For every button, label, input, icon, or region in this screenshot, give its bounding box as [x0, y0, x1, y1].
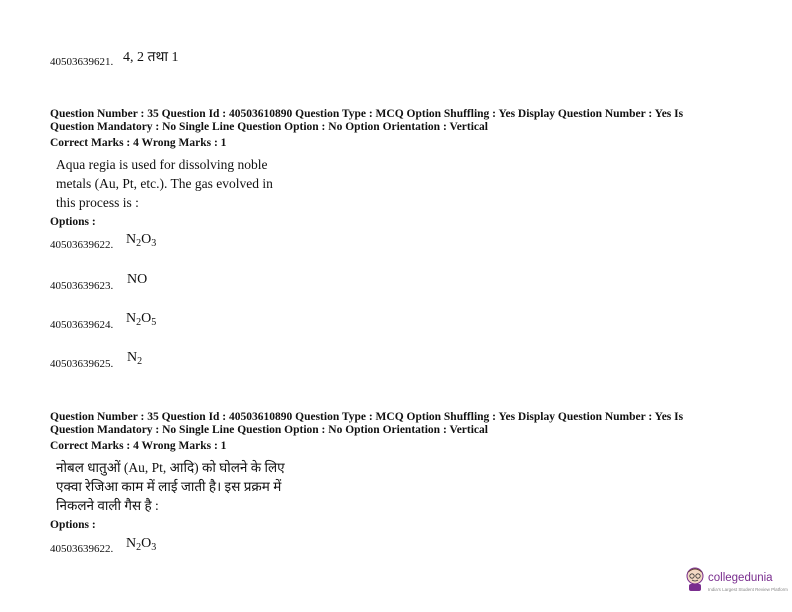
mascot-icon: [684, 566, 706, 592]
question-meta-line1: Question Number : 35 Question Id : 40503610890 Question Type : MCQ Option Shuffling : Yes Display Question Number : Yes Is: [50, 108, 684, 120]
option-id: 40503639622.: [50, 543, 114, 555]
option-value: $N_2O_5$: [126, 311, 157, 328]
question-text-line: Aqua regia is used for dissolving noble: [56, 157, 268, 172]
question-text-line: this process is :: [56, 195, 139, 210]
question-text-line: एक्वा रेजिआ काम में लाई जाती है। इस प्रक्रम में: [56, 479, 282, 494]
option-value: 4, 2 तथा 1: [123, 50, 179, 65]
question-text: [56, 155, 273, 212]
option-id: 40503639621.: [50, 56, 114, 68]
question-marks: Correct Marks : 4 Wrong Marks : 1: [50, 137, 227, 149]
collegedunia-logo: [684, 564, 790, 600]
logo-tagline: India's Largest Student Review Platform: [708, 587, 788, 592]
option-value: NO: [127, 272, 148, 287]
question-text-line: metals (Au, Pt, etc.). The gas evolved in: [56, 176, 273, 191]
options-label: Options :: [50, 216, 96, 228]
option-id: 40503639623.: [50, 280, 114, 292]
option-value: $N_2$: [127, 350, 143, 367]
question-text: [56, 458, 285, 515]
option-id: 40503639625.: [50, 358, 114, 370]
logo-name: collegedunia: [708, 572, 773, 584]
question-meta-line1: Question Number : 35 Question Id : 40503610890 Question Type : MCQ Option Shuffling : Yes Display Question Number : Yes Is: [50, 411, 684, 423]
option-id: 40503639624.: [50, 319, 114, 331]
option-value: $N_2O_3$: [126, 232, 157, 249]
question-marks: Correct Marks : 4 Wrong Marks : 1: [50, 440, 227, 452]
options-label: Options :: [50, 519, 96, 531]
question-meta-line2: Question Mandatory : No Single Line Question Option : No Option Orientation : Vertical: [50, 121, 488, 133]
option-value: $N_2O_3$: [126, 536, 157, 553]
question-text-line: नोबल धातुओं (Au, Pt, आदि) को घोलने के लिए: [56, 460, 285, 475]
question-text-line: निकलने वाली गैस है :: [56, 498, 159, 513]
question-meta-line2: Question Mandatory : No Single Line Question Option : No Option Orientation : Vertical: [50, 424, 488, 436]
option-id: 40503639622.: [50, 239, 114, 251]
